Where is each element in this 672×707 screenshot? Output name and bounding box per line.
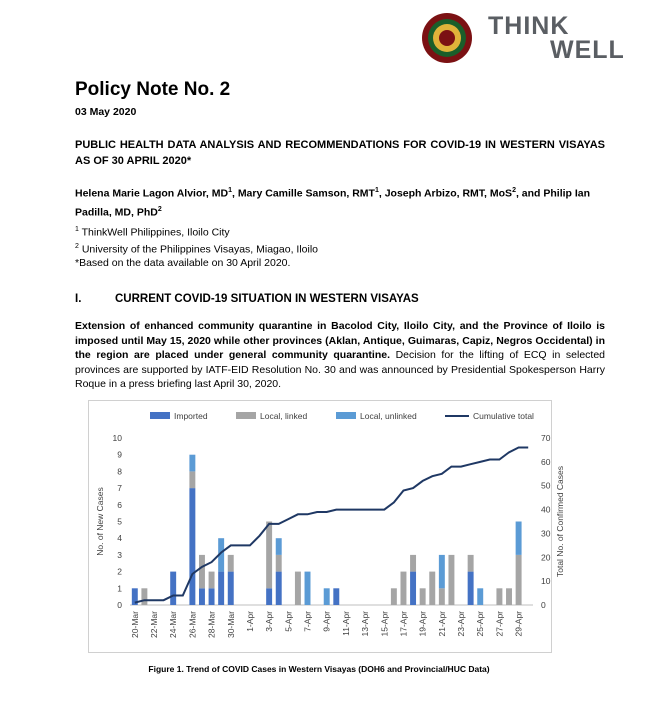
footnote-text: *Based on the data available on 30 April 2020. (75, 257, 291, 269)
x-tick-label: 5-Apr (283, 611, 294, 632)
x-tick-label: 13-Apr (360, 611, 371, 637)
legend-label: Imported (174, 411, 208, 421)
bar-segment (199, 555, 205, 588)
y2-tick-label: 70 (541, 433, 551, 443)
x-tick-label: 30-Mar (225, 611, 236, 638)
author-sep: , and (515, 187, 544, 200)
author-name: Helena Marie Lagon Alvior, MD (75, 187, 229, 200)
bar-segment (141, 588, 147, 605)
bar-segment (448, 555, 454, 605)
x-tick-label: 11-Apr (340, 611, 351, 636)
y-tick-label: 5 (117, 516, 122, 527)
bar-segment (477, 588, 483, 605)
bar-segment (228, 572, 234, 605)
legend-label: Local, unlinked (360, 411, 417, 421)
x-tick-label: 29-Apr (513, 611, 524, 637)
bar-segment (189, 488, 195, 605)
y2-tick-label: 40 (541, 504, 551, 515)
x-tick-label: 15-Apr (379, 611, 390, 637)
bar-segment (199, 588, 205, 605)
bar-segment (266, 588, 272, 605)
affiliation-sup: 1 (75, 226, 79, 233)
y-tick-label: 2 (117, 566, 122, 577)
report-title: PUBLIC HEALTH DATA ANALYSIS AND RECOMMENDATIONS FOR COVID-19 IN WESTERN VISAYAS AS OF 30 APRIL 2020* (75, 139, 605, 167)
author-name: Joseph Arbizo, RMT, MoS (384, 187, 513, 200)
x-tick-label: 21-Apr (436, 611, 447, 637)
bar-segment (439, 588, 445, 605)
bar-segment (228, 555, 234, 572)
x-tick-label: 28-Mar (206, 611, 217, 638)
author-list (75, 183, 605, 220)
bar-segment (516, 522, 522, 555)
thinkwell-logo (488, 14, 625, 62)
x-tick-label: 17-Apr (398, 611, 409, 637)
author-name: Philip Ian Padilla, MD, PhD (75, 187, 591, 218)
author-sup: 2 (157, 205, 162, 213)
y2-tick-label: 50 (541, 480, 551, 491)
bar-segment (305, 572, 311, 605)
bar-segment (496, 588, 502, 605)
body-bold-text: Extension of enhanced community quarantine in Bacolod City, Iloilo City, and the Province of Iloilo is imposed until May 15, 2020 while other provinces (Aklan, Antique, Guimaras, Capiz, Negros Occidental) in the region are placed under general community quarantine. (75, 320, 605, 361)
affiliations (75, 223, 318, 270)
legend-label: Local, linked (260, 411, 308, 421)
bar-segment (324, 588, 330, 605)
bar-segment (266, 522, 272, 589)
affiliation-sup: 2 (75, 242, 79, 250)
body-text: Decision for the lifting of ECQ in selected provinces are supported by IATF-EID Resolution No. 30 and was announced by Presidential Spokesperson Harry Roque in a press briefing last April 30, 2020. (75, 349, 605, 390)
y-tick-label: 1 (117, 583, 122, 594)
bar-segment (420, 588, 426, 605)
affiliation-text: University of the Philippines Visayas, Miagao, Iloilo (78, 243, 318, 255)
legend-swatch (150, 412, 170, 419)
legend-swatch (336, 412, 356, 419)
page-title: Policy Note No. 2 (75, 79, 231, 100)
x-tick-label: 24-Mar (168, 611, 179, 638)
footnote (75, 256, 318, 270)
logo-line1: THINK (488, 12, 570, 40)
y-tick-label: 0 (117, 600, 122, 610)
affiliation (75, 240, 318, 257)
y2-tick-label: 10 (541, 576, 551, 587)
bar-segment (189, 471, 195, 488)
bar-segment (295, 572, 301, 605)
bar-segment (468, 555, 474, 572)
y-tick-label: 6 (117, 499, 122, 510)
affiliation-text: ThinkWell Philippines, Iloilo City (78, 226, 230, 239)
bar-segment (400, 572, 406, 605)
section-title: CURRENT COVID-19 SITUATION IN WESTERN VISAYAS (115, 293, 419, 305)
logo-line2: WELL (550, 36, 625, 64)
body-paragraph (75, 319, 605, 392)
y-tick-label: 9 (117, 449, 122, 460)
bar-segment (516, 555, 522, 605)
legend-label: Cumulative total (473, 411, 534, 421)
x-tick-label: 26-Mar (187, 611, 198, 638)
author-sep: , (378, 187, 385, 200)
bar-segment (391, 588, 397, 605)
bar-segment (276, 555, 282, 572)
bar-segment (218, 572, 224, 605)
y-tick-label: 4 (117, 533, 122, 544)
x-tick-label: 23-Apr (456, 611, 467, 637)
section-number: I. (75, 293, 82, 305)
x-tick-label: 3-Apr (264, 611, 275, 632)
university-seal-icon (421, 12, 473, 64)
bar-segment (276, 538, 282, 555)
bar-segment (170, 572, 176, 605)
bar-segment (189, 455, 195, 472)
author-sup: 1 (228, 187, 232, 194)
author-name: Mary Camille Samson, RMT (237, 187, 375, 200)
y-tick-label: 8 (117, 466, 122, 477)
x-tick-label: 19-Apr (417, 611, 428, 637)
author-sup: 2 (512, 187, 516, 194)
x-tick-label: 25-Apr (475, 611, 486, 637)
section-heading (75, 293, 419, 305)
x-tick-label: 9-Apr (321, 611, 332, 632)
x-tick-label: 20-Mar (129, 611, 140, 638)
x-tick-label: 1-Apr (244, 611, 255, 632)
y-axis-title: No. of New Cases (95, 487, 105, 556)
bar-segment (429, 572, 435, 605)
y2-axis-title: Total No. of Confirmed Cases (555, 465, 565, 578)
x-tick-label: 7-Apr (302, 611, 313, 632)
author-sup: 1 (374, 187, 379, 194)
bar-segment (276, 572, 282, 605)
legend-swatch (236, 412, 256, 419)
bar-segment (209, 588, 215, 605)
y2-tick-label: 0 (541, 600, 546, 610)
affiliation (75, 223, 318, 240)
y-tick-label: 7 (117, 483, 122, 494)
bar-segment (506, 588, 512, 605)
bar-segment (410, 572, 416, 605)
bar-segment (410, 555, 416, 572)
document-date: 03 May 2020 (75, 106, 137, 118)
x-tick-label: 22-Mar (148, 611, 159, 638)
bar-segment (209, 572, 215, 589)
bar-segment (468, 572, 474, 605)
y-tick-label: 10 (112, 433, 122, 443)
figure-caption: Figure 1. Trend of COVID Cases in Western Visayas (DOH6 and Provincial/HUC Data) (148, 664, 490, 674)
bar-segment (333, 588, 339, 605)
author-sep: , (231, 187, 238, 200)
y2-tick-label: 60 (541, 456, 551, 467)
x-tick-label: 27-Apr (494, 611, 505, 637)
covid-trend-chart (88, 400, 565, 651)
bar-segment (439, 555, 445, 588)
y2-tick-label: 20 (541, 552, 551, 563)
y-tick-label: 3 (117, 549, 122, 560)
y2-tick-label: 30 (541, 528, 551, 539)
